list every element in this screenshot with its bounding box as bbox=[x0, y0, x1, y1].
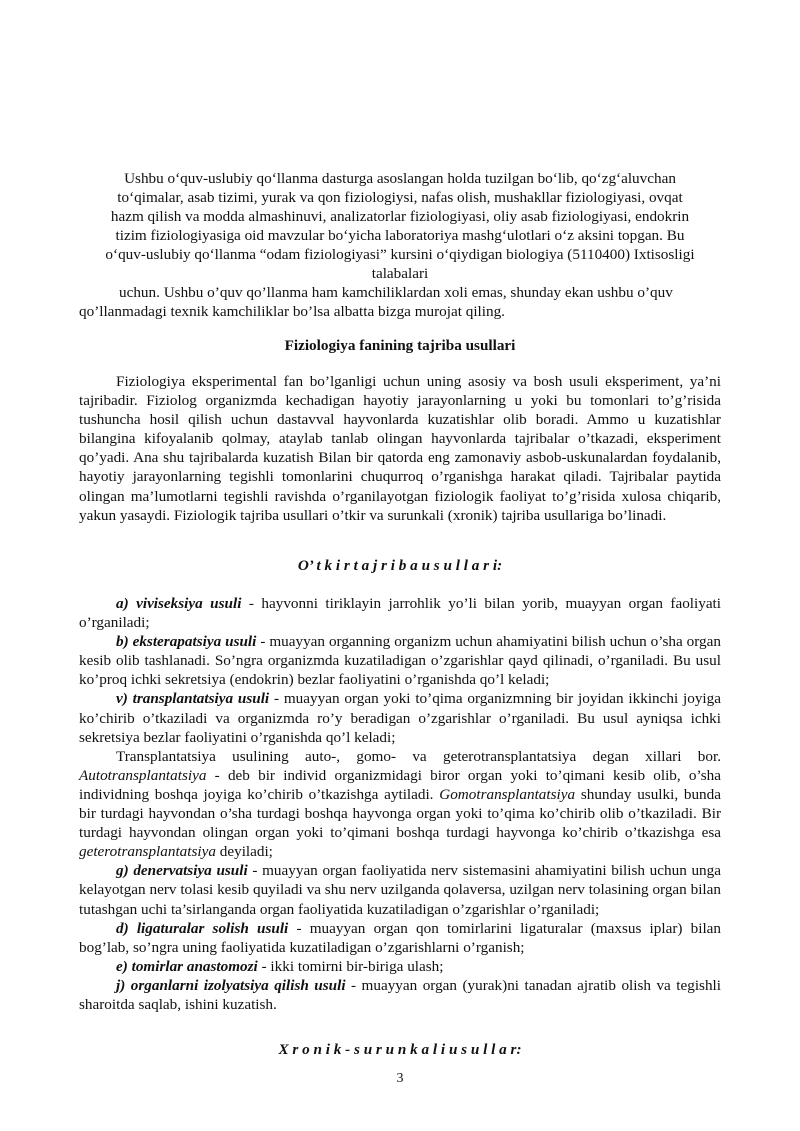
method-text: - hayvonni tiriklayin jarrohlik yo’li bilan yorib, muayyan organ faoliyati o’rganiladi; bbox=[79, 595, 721, 632]
transplant-end: deyiladi; bbox=[215, 843, 273, 861]
gomo-term: Gomotransplantatsiya bbox=[439, 785, 576, 803]
method-item bbox=[79, 632, 721, 689]
intro-line: Ushbu o‘quv-uslubiy qo‘llanma dasturga asoslangan holda tuzilgan bo‘lib, qo‘zg‘aluvchan bbox=[124, 170, 676, 187]
method-item bbox=[79, 976, 721, 1014]
section-title: Fiziologiya fanining tajriba usullari bbox=[284, 337, 516, 354]
method-term: a) viviseksiya usuli bbox=[116, 595, 242, 612]
method-text: - ikki tomirni bir-biriga ulash; bbox=[257, 957, 444, 975]
method-text: - muayyan organning organizm uchun ahamiyatini bilish uchun o’sha organ kesib olib tashlanadi. So’ngra organizmda kuzatiladigan o’zgarishlar qayd qilinadi, o’rganiladi. Bu usul ko’proq ichki sekretsiya (endokrin) bezlar faoliyatini o’rganishda qo’l keladi; bbox=[79, 633, 721, 689]
method-text: - muayyan organ (yurak)ni tanadan ajratib olish va tegishli sharoitda saqlab, ishini kuzatish. bbox=[79, 976, 721, 1013]
intro-block bbox=[79, 169, 721, 284]
auto-term: Autotransplantatsiya bbox=[79, 766, 207, 784]
intro-line: tizim fiziologiyasiga oid mavzular bo‘yicha laboratoriya mashg‘ulotlari o‘z aksini topgan. Bu bbox=[115, 227, 685, 245]
page-number: 3 bbox=[396, 1071, 404, 1086]
intro-tail bbox=[79, 283, 721, 321]
intro-line: hazm qilish va modda almashinuvi, analizatorlar fiziologiyasi, oliy asab fiziologiyasi, endokrin bbox=[110, 208, 690, 226]
method-term: d) ligaturalar solish usuli bbox=[116, 919, 289, 937]
method-term: e) tomirlar anastomozi bbox=[116, 957, 258, 975]
method-term: b) eksterapatsiya usuli bbox=[116, 633, 257, 651]
section-paragraph: Fiziologiya eksperimental fan bo’lganligi uchun uning asosiy va bosh usuli eksperiment, ya’ni tajribadir. Fiziolog organizmda kechadigan hayotiy jarayonlarning u yoki bu tomonlari to’g’risida tushuncha hosil qilish uchun dastavval hayvonlarda kuzatishlar olib boradi. Ammo u kuzatishlar bilangina kifoyalanib qolmay, ataylab tanlab olingan hayvonlarda tajribalar o’tkazadi, eksperiment qo’yadi. Ana shu tajribalarda kuzatish Bilan bir qatorda eng zamonaviy asbob-uskunalardan foydalanib, hayotiy jarayonlarning tegishli tomonlarini chuqurroq o’rganishga harakat qiladi. Tajribalar paytida olingan ma’lumotlarni tegishli ravishda o’rganilayotgan fiziologik faoliyat to’g’risida xulosa chiqarib, yakun yasaydi. Fiziologik tajriba usullari o’tkir va surunkali (xronik) tajriba usullariga bo’linadi. bbox=[79, 373, 721, 524]
intro-line: talabalari bbox=[371, 265, 429, 283]
transplant-lead: Transplantatsiya usulining auto-, gomo- va geterotransplantatsiya degan xillari bor. bbox=[116, 747, 721, 765]
intro-tail-line: uchun. Ushbu o’quv qo’llanma ham kamchiliklardan xoli emas, shunday ekan ushbu o’quv bbox=[119, 284, 673, 301]
method-item bbox=[79, 594, 721, 632]
method-item bbox=[79, 861, 721, 918]
method-term: g) denervatsiya usuli bbox=[116, 862, 248, 880]
methods-list bbox=[79, 594, 721, 1014]
chronic-methods-heading: X r o n i k - s u r u n k a l i u s u l l a r: bbox=[278, 1041, 522, 1058]
auto-text: - deb bir individ organizmidagi biror organ yoki to’qimani kesib olib, o’sha individning boshqa joyiga ko’chirib o’tkazishga aytiladi. bbox=[79, 766, 721, 803]
acute-methods-heading: O’ t k i r t a j r i b a u s u l l a r i: bbox=[297, 557, 503, 574]
getero-term: geterotransplantatsiya bbox=[79, 843, 216, 861]
gomo-text: shunday usulki, bunda bir turdagi hayvondan o’sha turdagi boshqa hayvonga organ yoki to’qima ko’chirib olib o’tkaziladi. Bir turdagi hayvondan olingan organ yoki to’qimani boshqa turdagi hayvonga ko’chirib o’tkazishga esa bbox=[79, 785, 721, 842]
method-item bbox=[79, 689, 721, 746]
intro-tail-line: qo’llanmadagi texnik kamchiliklar bo’lsa albatta bizga murojat qiling. bbox=[79, 303, 505, 321]
method-term: v) transplantatsiya usuli bbox=[116, 690, 270, 708]
method-item bbox=[79, 957, 721, 976]
intro-line: to‘qimalar, asab tizimi, yurak va qon fiziologiysi, nafas olish, mushakllar fiziologiyasi, ovqat bbox=[117, 189, 683, 207]
method-term: j) organlarni izolyatsiya qilish usuli bbox=[116, 976, 346, 994]
method-text: - muayyan organ faoliyatida nerv sistemasini ahamiyatini bilish uchun unga kelayotgan nerv tolasi kesib quyiladi va shu nerv uzilganda qolaversa, uzilgan nerv tolasining organ bilan tutashgan uchi ta’sirlanganda organ faoliyatida kuzatiladigan o’zgarishlar o’rganiladi; bbox=[79, 862, 721, 918]
transplant-paragraph bbox=[79, 747, 721, 862]
method-text: - muayyan organ qon tomirlarini ligaturalar (maxsus iplar) bilan bog’lab, so’ngra uning faoliyatida kuzatiladigan o’zgarishlarni o’rganish; bbox=[79, 919, 721, 956]
intro-line: o‘quv-uslubiy qo‘llanma “odam fiziologiyasi” kursini o‘qiydigan biologiya (5110400) Ixtisosligi bbox=[105, 246, 695, 264]
method-text: - muayyan organ yoki to’qima organizmning bir joyidan ikkinchi joyiga ko’chirib o’tkaziladi va organizmda ro’y beradigan o’zgarishlar o’rganiladi. Bu usul ayniqsa ichki sekretsiya bezlar faoliyatini o’rganishda qo’l keladi; bbox=[79, 690, 721, 746]
method-item bbox=[79, 919, 721, 957]
